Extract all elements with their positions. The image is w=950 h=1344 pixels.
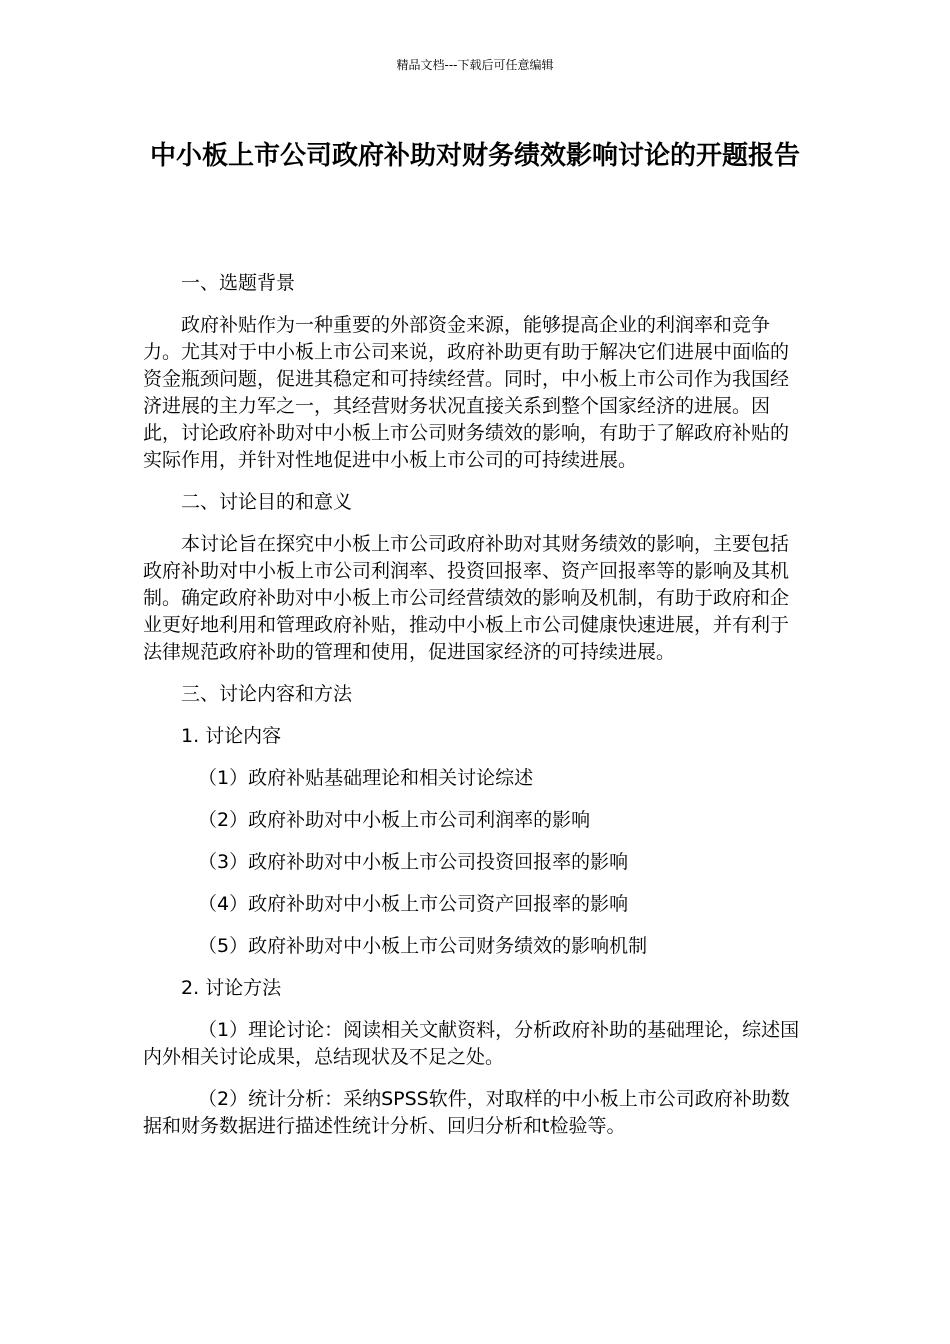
section-body-purpose: 本讨论旨在探究中小板上市公司政府补助对其财务绩效的影响，主要包括政府补助对中小板上市公司利润率、投资回报率、资产回报率等的影响及其机制。确定政府补助对中小板上市公司经营绩效的影响及机制，有助于政府和企业更好地利用和管理政府补贴，推动中小板上市公司健康快速进展，并有利于法律规范政府补助的管理和使用，促进国家经济的可持续进展。 — [143, 533, 790, 663]
document-title: 中小板上市公司政府补助对财务绩效影响讨论的开题报告 — [149, 141, 800, 171]
content-item: （3）政府补助对中小板上市公司投资回报率的影响 — [198, 851, 629, 873]
content-item: （2）政府补助对中小板上市公司利润率的影响 — [198, 809, 591, 831]
subheading-content: 1. 讨论内容 — [181, 725, 282, 747]
page-header: 精品文档---下载后可任意编辑 — [396, 58, 554, 72]
content-item: （4）政府补助对中小板上市公司资产回报率的影响 — [198, 893, 629, 915]
section-heading-content-method: 三、讨论内容和方法 — [181, 683, 353, 705]
document-body — [143, 270, 803, 1155]
subheading-method: 2. 讨论方法 — [181, 977, 282, 999]
content-item: （1）政府补贴基础理论和相关讨论综述 — [198, 767, 534, 789]
section-heading-purpose: 二、讨论目的和意义 — [181, 491, 353, 513]
method-item: （2）统计分析：采纳SPSS软件，对取样的中小板上市公司政府补助数据和财务数据进行描述性统计分析、回归分析和t检验等。 — [143, 1088, 790, 1137]
method-item: （1）理论讨论：阅读相关文献资料，分析政府补助的基础理论，综述国内外相关讨论成果，总结现状及不足之处。 — [143, 1019, 800, 1068]
content-item: （5）政府补助对中小板上市公司财务绩效的影响机制 — [198, 935, 648, 957]
section-body-background: 政府补贴作为一种重要的外部资金来源，能够提高企业的利润率和竞争力。尤其对于中小板上市公司来说，政府补助更有助于解决它们进展中面临的资金瓶颈问题，促进其稳定和可持续经营。同时，中小板上市公司作为我国经济进展的主力军之一，其经营财务状况直接关系到整个国家经济的进展。因此，讨论政府补助对中小板上市公司财务绩效的影响，有助于了解政府补贴的实际作用，并针对性地促进中小板上市公司的可持续进展。 — [143, 314, 790, 471]
section-heading-background: 一、选题背景 — [181, 272, 296, 294]
